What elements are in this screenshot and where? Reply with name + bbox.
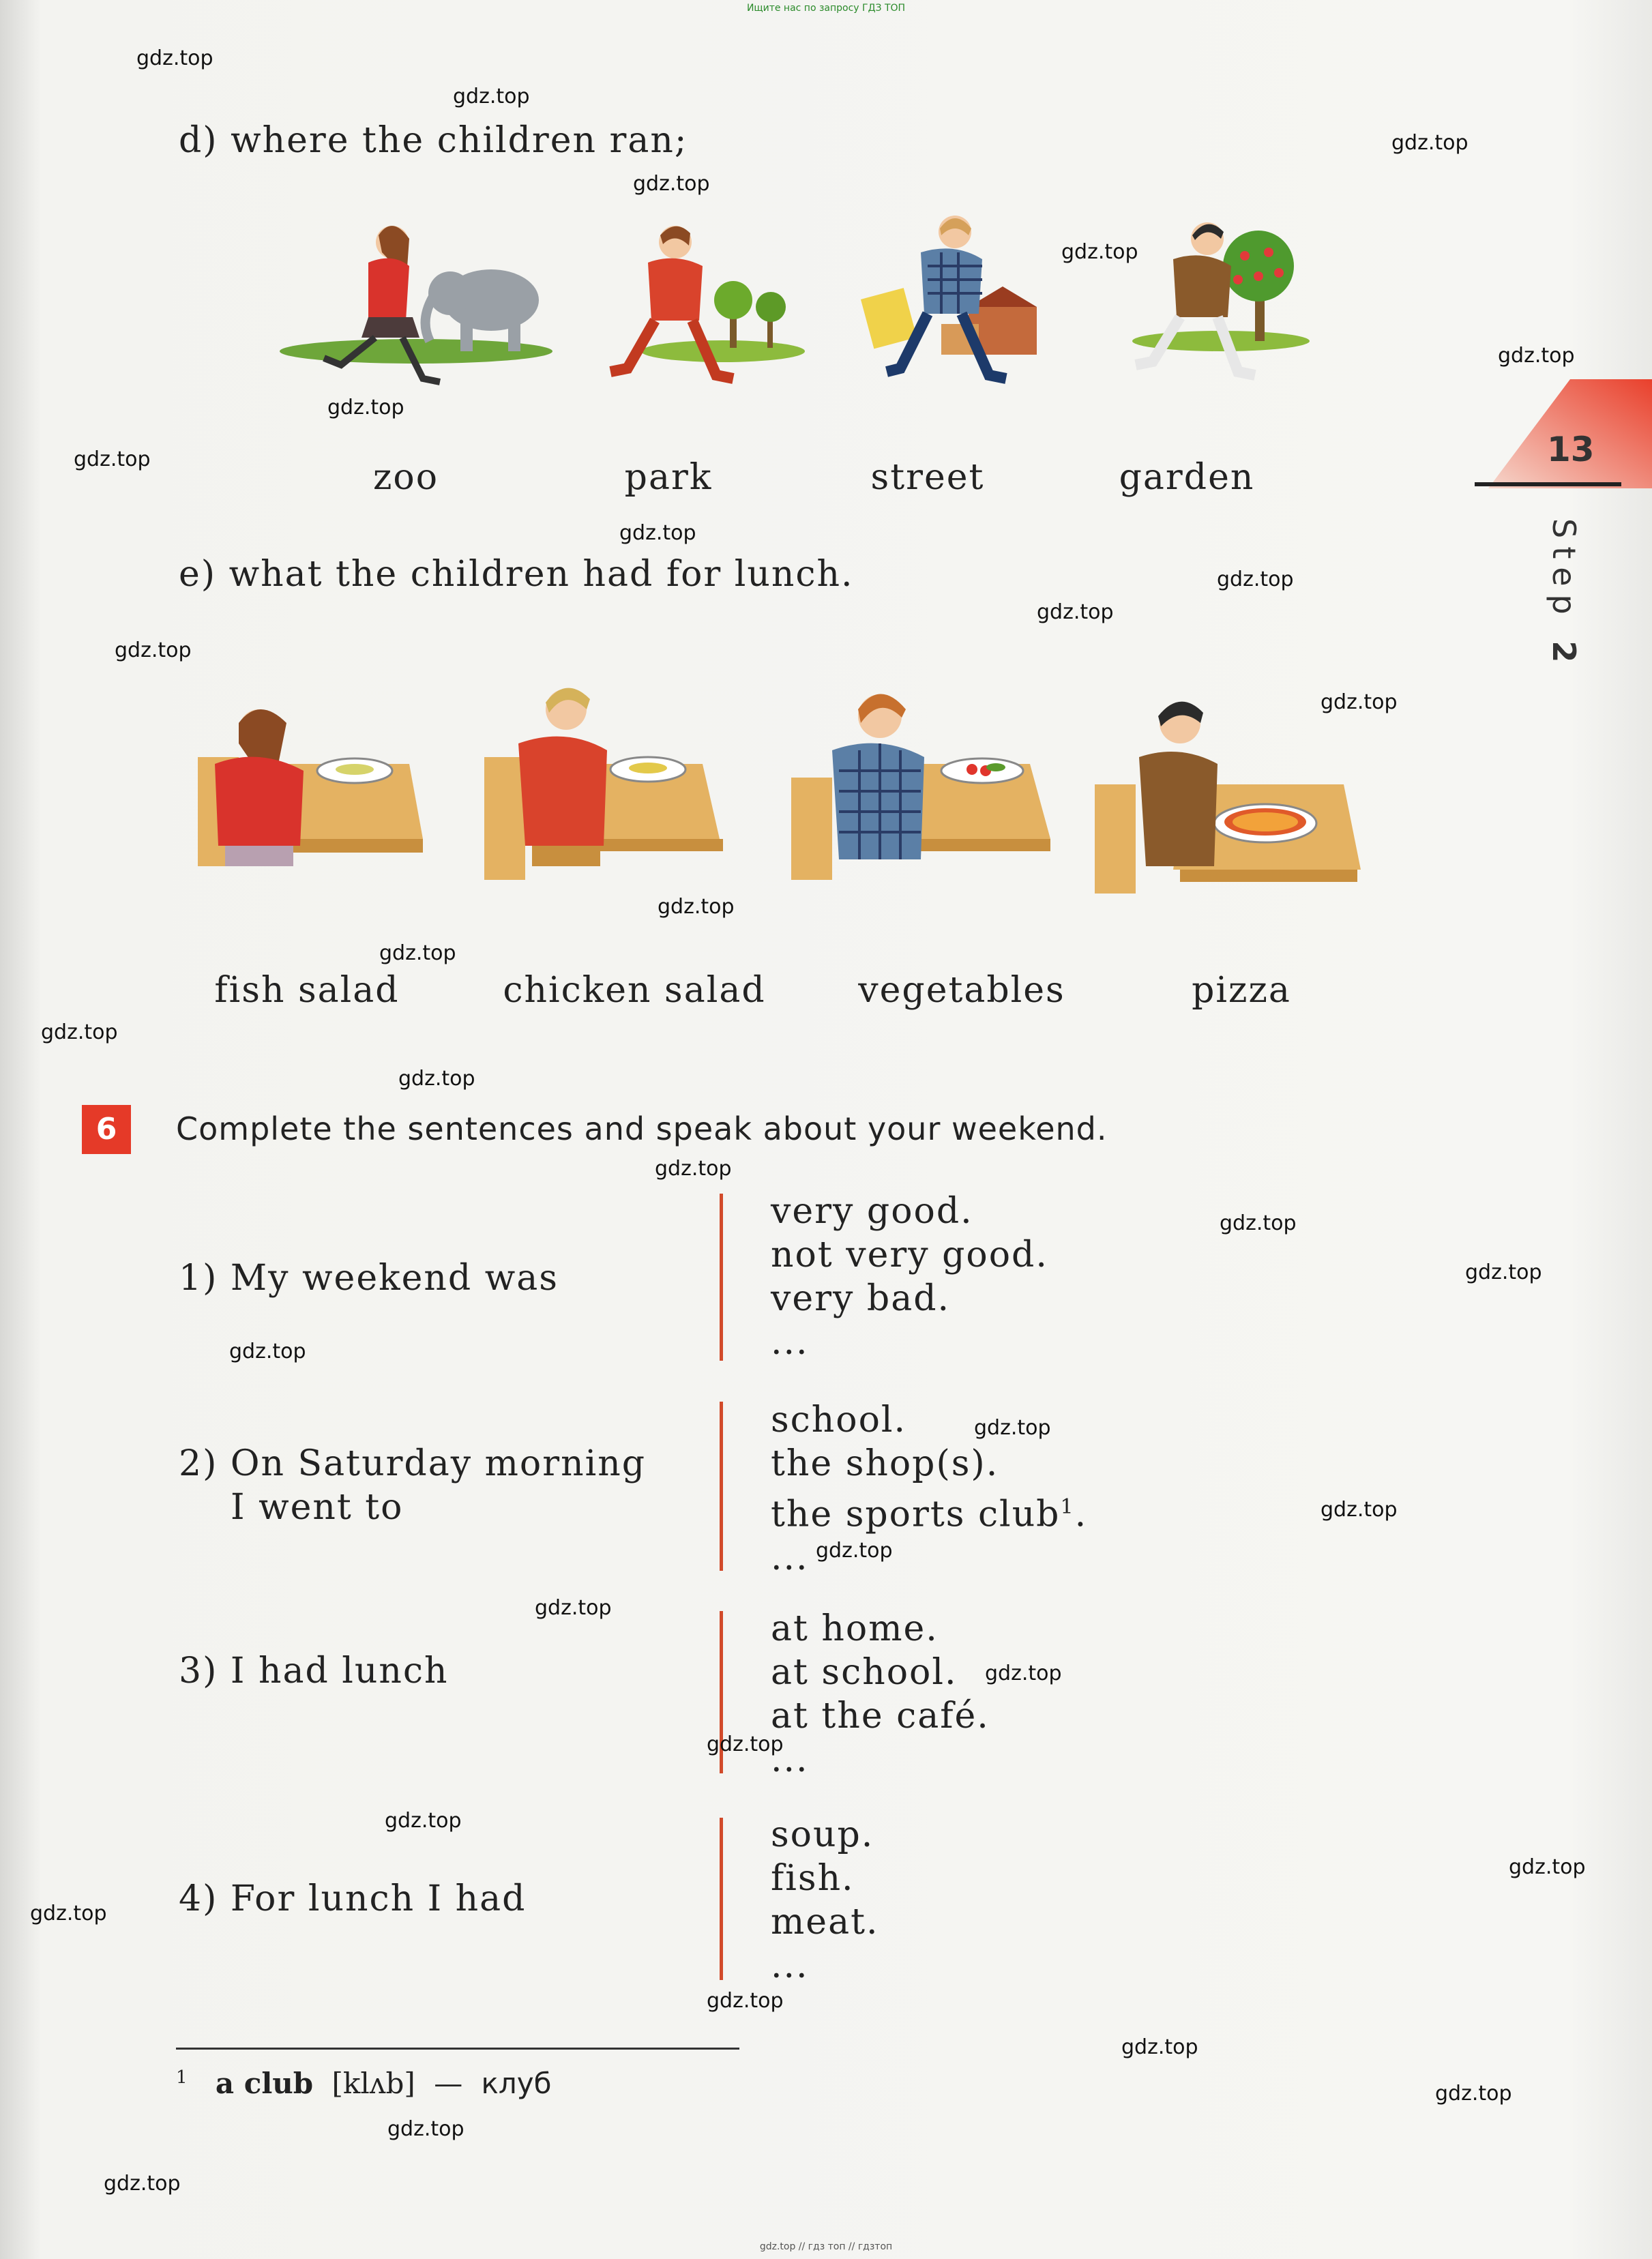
watermark: gdz.top [1121,2035,1198,2059]
illustration-boy-garden [1085,205,1316,409]
footnote-rule [176,2048,739,2050]
option: ... [771,1537,809,1579]
step-word: Step [1546,518,1582,623]
watermark: gdz.top [136,46,213,70]
option: not very good. [771,1235,1048,1275]
watermark: gdz.top [1217,567,1294,591]
illustration-boy-park [600,205,805,409]
watermark: gdz.top [707,1989,784,2013]
item-3-stem [179,1649,449,1693]
option: the shop(s). [771,1443,999,1484]
watermark: gdz.top [816,1539,893,1563]
watermark: gdz.top [41,1020,118,1044]
watermark: gdz.top [115,638,192,662]
caption-garden: garden [1119,457,1255,498]
item-2-divider [720,1402,723,1571]
exercise-instruction: Complete the sentences and speak about your weekend. [176,1110,1108,1147]
option-text: the sports club [771,1494,1061,1535]
watermark: gdz.top [385,1809,462,1833]
watermark: gdz.top [633,172,710,196]
option: at school. [771,1652,958,1693]
apple-tree-icon [1223,231,1294,341]
footnote-marker: 1 [1060,1495,1075,1519]
option: soup. [771,1814,874,1855]
caption-chicken-salad: chicken salad [503,970,766,1011]
step-label [1542,518,1582,670]
option: ... [771,1322,809,1363]
item-1-stem-line: 1) My weekend was [179,1258,559,1299]
footnote-transcription: [klʌb] [331,2067,415,2100]
item-3-options [771,1607,990,1782]
option: meat. [771,1902,879,1943]
footnote-word: a club [215,2067,314,2100]
watermark: gdz.top [1220,1211,1297,1235]
watermark: gdz.top [619,521,696,545]
illustration-girl-street [825,205,1057,409]
item-1-divider [720,1194,723,1361]
item-1-options [771,1190,1048,1364]
illustration-boy-pizza [1085,682,1371,921]
option: ... [771,1945,809,1986]
item-4-divider [720,1818,723,1980]
item-4-stem-line: 4) For lunch I had [179,1878,527,1919]
item-2-stem [179,1442,646,1529]
elephant-icon [426,269,539,351]
option: at home. [771,1608,939,1649]
option-sports-club [771,1486,1087,1536]
item-4-options [771,1813,879,1988]
step-tab-underline [1475,482,1621,486]
watermark: gdz.top [453,85,530,108]
caption-park: park [624,457,713,498]
watermark: gdz.top [707,1732,784,1756]
watermark: gdz.top [1509,1855,1586,1879]
tree-icon [714,281,786,348]
section-e-heading: e) what the children had for lunch. [179,554,854,595]
footnote-marker: 1 [176,2067,188,2088]
watermark: gdz.top [1061,240,1138,264]
top-note: Ищите нас по запросу ГДЗ ТОП [746,3,906,14]
illustration-boy-chicken-salad [477,648,730,907]
watermark: gdz.top [387,2117,464,2141]
option: ... [771,1739,809,1780]
watermark: gdz.top [1321,690,1398,714]
bottom-note: gdz.top // гдз топ // гдзтоп [759,2241,893,2252]
item-1-stem [179,1256,559,1300]
watermark: gdz.top [974,1416,1051,1440]
section-d-heading: d) where the children ran; [179,120,688,161]
watermark: gdz.top [985,1662,1062,1685]
illustration-girl-vegetables [784,668,1071,907]
watermark: gdz.top [104,2172,181,2196]
watermark: gdz.top [398,1067,475,1091]
watermark: gdz.top [327,396,404,419]
watermark: gdz.top [1465,1260,1542,1284]
option: very good. [771,1191,973,1232]
watermark: gdz.top [1391,131,1469,155]
caption-street: street [870,457,985,498]
option: school. [771,1400,907,1441]
watermark: gdz.top [74,447,151,471]
item-4-stem [179,1877,526,1921]
watermark: gdz.top [1498,344,1575,368]
watermark: gdz.top [655,1157,732,1181]
illustration-girl-fish-salad [184,682,437,907]
watermark: gdz.top [30,1902,107,1925]
watermark: gdz.top [1435,2082,1512,2106]
caption-pizza: pizza [1192,970,1291,1011]
watermark: gdz.top [1321,1498,1398,1522]
option: fish. [771,1858,855,1899]
watermark: gdz.top [535,1596,612,1620]
footnote-translation: клуб [481,2067,552,2100]
watermark: gdz.top [1037,600,1114,624]
watermark: gdz.top [229,1340,306,1363]
page-number: 13 [1547,430,1595,469]
exercise-number: 6 [82,1105,131,1154]
caption-fish-salad: fish salad [214,970,400,1011]
caption-vegetables: vegetables [858,970,1065,1011]
step-number: 2 [1546,640,1582,671]
item-2-stem-line-2: I went to [231,1487,404,1528]
watermark: gdz.top [658,895,735,919]
option: at the café. [771,1696,990,1737]
item-3-stem-line: 3) I had lunch [179,1651,449,1692]
watermark: gdz.top [379,941,456,965]
item-2-stem-line-1: 2) On Saturday morning [179,1443,646,1484]
footnote-dash: — [434,2067,463,2100]
option-text-end: . [1074,1494,1088,1535]
option: very bad. [771,1278,951,1319]
footnote [176,2067,552,2100]
caption-zoo: zoo [372,457,439,498]
illustration-girl-zoo [266,211,566,409]
